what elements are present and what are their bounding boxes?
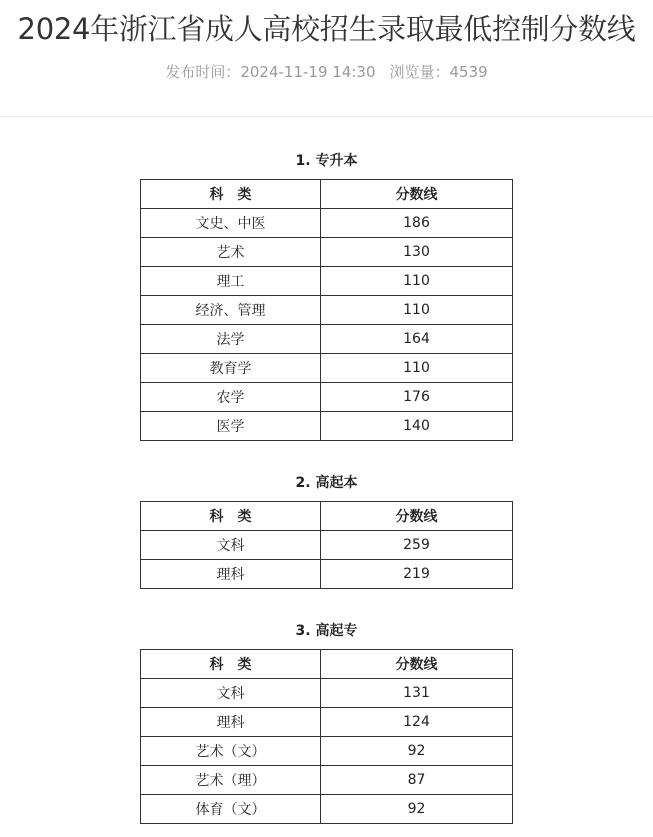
score-cell: 124 xyxy=(321,708,513,737)
column-header-score: 分数线 xyxy=(321,502,513,531)
article-meta xyxy=(0,62,653,82)
table-row xyxy=(141,560,513,589)
score-cell: 259 xyxy=(321,531,513,560)
divider xyxy=(0,116,653,117)
score-cell: 140 xyxy=(321,412,513,441)
column-header-category: 科 类 xyxy=(141,180,321,209)
table-row xyxy=(141,325,513,354)
category-cell: 艺术（文） xyxy=(141,737,321,766)
column-header-category: 科 类 xyxy=(141,502,321,531)
article-title: 2024年浙江省成人高校招生录取最低控制分数线 xyxy=(17,12,636,46)
table-row xyxy=(141,531,513,560)
score-cell: 92 xyxy=(321,795,513,824)
category-cell: 教育学 xyxy=(141,354,321,383)
score-table xyxy=(140,179,513,441)
category-cell: 医学 xyxy=(141,412,321,441)
category-cell: 理科 xyxy=(141,560,321,589)
table-row xyxy=(141,795,513,824)
category-cell: 法学 xyxy=(141,325,321,354)
column-header-score: 分数线 xyxy=(321,650,513,679)
table-row xyxy=(141,737,513,766)
table-row xyxy=(141,412,513,441)
table-row xyxy=(141,679,513,708)
column-header-score: 分数线 xyxy=(321,180,513,209)
table-row xyxy=(141,267,513,296)
score-cell: 219 xyxy=(321,560,513,589)
score-cell: 110 xyxy=(321,296,513,325)
score-cell: 87 xyxy=(321,766,513,795)
category-cell: 农学 xyxy=(141,383,321,412)
table-row xyxy=(141,238,513,267)
category-cell: 理科 xyxy=(141,708,321,737)
category-cell: 理工 xyxy=(141,267,321,296)
category-cell: 文科 xyxy=(141,679,321,708)
publish-time: 发布时间：2024-11-19 14:30 xyxy=(165,63,376,81)
score-cell: 176 xyxy=(321,383,513,412)
view-count: 浏览量：4539 xyxy=(389,63,488,81)
category-cell: 经济、管理 xyxy=(141,296,321,325)
table-row xyxy=(141,708,513,737)
category-cell: 艺术（理） xyxy=(141,766,321,795)
category-cell: 文科 xyxy=(141,531,321,560)
column-header-category: 科 类 xyxy=(141,650,321,679)
score-cell: 130 xyxy=(321,238,513,267)
table-row xyxy=(141,383,513,412)
score-table-container xyxy=(0,179,653,441)
table-row xyxy=(141,209,513,238)
table-header-row xyxy=(141,650,513,679)
table-header-row xyxy=(141,180,513,209)
score-table xyxy=(140,649,513,824)
score-table xyxy=(140,501,513,589)
category-cell: 艺术 xyxy=(141,238,321,267)
score-cell: 110 xyxy=(321,267,513,296)
score-cell: 186 xyxy=(321,209,513,238)
score-cell: 92 xyxy=(321,737,513,766)
score-cell: 131 xyxy=(321,679,513,708)
score-cell: 110 xyxy=(321,354,513,383)
table-header-row xyxy=(141,502,513,531)
table-row xyxy=(141,766,513,795)
table-row xyxy=(141,296,513,325)
score-cell: 164 xyxy=(321,325,513,354)
table-row xyxy=(141,354,513,383)
category-cell: 体育（文） xyxy=(141,795,321,824)
category-cell: 文史、中医 xyxy=(141,209,321,238)
section-heading: 1. 专升本 xyxy=(295,153,358,169)
section-heading: 3. 高起专 xyxy=(295,623,358,639)
score-table-container xyxy=(0,501,653,589)
score-table-container xyxy=(0,649,653,824)
section-heading: 2. 高起本 xyxy=(295,475,358,491)
